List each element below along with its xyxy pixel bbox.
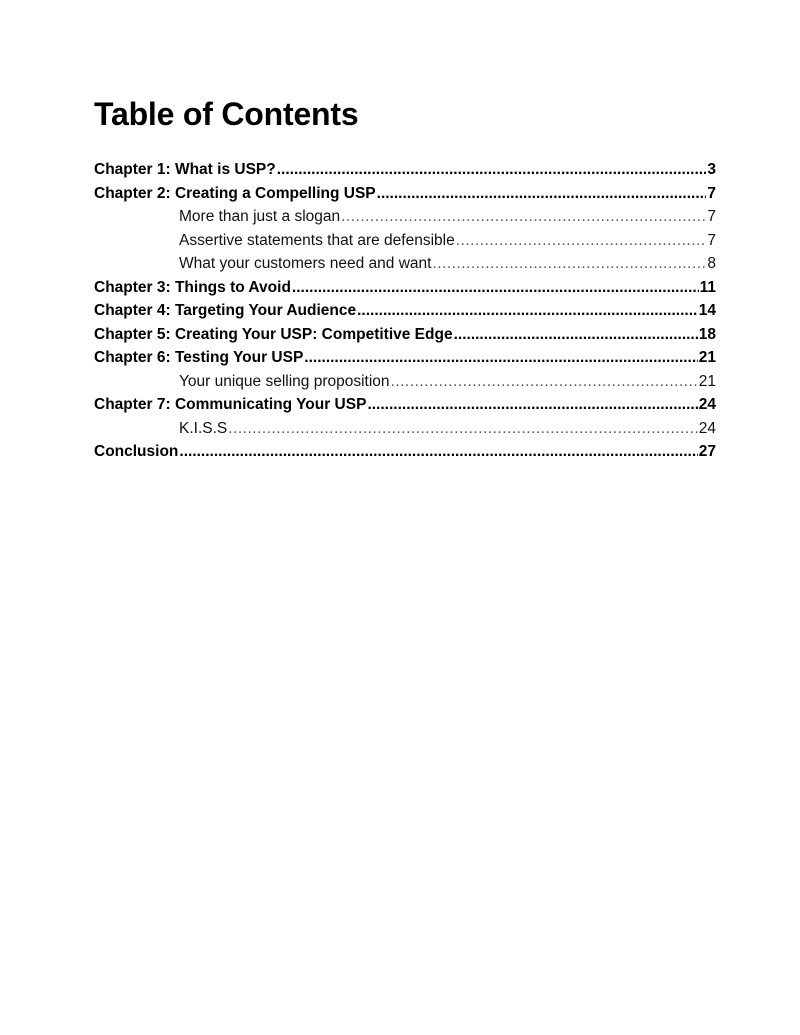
toc-entry-label: Chapter 5: Creating Your USP: Competitive Edge <box>94 325 453 343</box>
toc-entry-chapter-7[interactable] <box>94 393 716 417</box>
toc-subentry-customers-need[interactable] <box>94 252 716 276</box>
dot-leader <box>357 299 698 323</box>
toc-entry-page: 24 <box>698 419 716 437</box>
toc-entry-page: 18 <box>698 325 716 343</box>
document-page <box>94 94 716 464</box>
dot-leader <box>377 182 707 206</box>
toc-subentry-assertive-statements[interactable] <box>94 229 716 253</box>
dot-leader <box>391 370 698 394</box>
dot-leader <box>304 346 697 370</box>
toc-entry-page: 7 <box>707 184 716 202</box>
toc-entry-label: What your customers need and want <box>179 255 432 272</box>
page-title: Table of Contents <box>94 96 359 132</box>
toc-entry-conclusion[interactable] <box>94 440 716 464</box>
toc-entry-chapter-3[interactable] <box>94 276 716 300</box>
toc-list <box>94 158 716 464</box>
toc-entry-page: 21 <box>698 372 716 390</box>
dot-leader <box>228 417 698 441</box>
toc-entry-label: Chapter 1: What is USP? <box>94 161 276 178</box>
toc-entry-chapter-6[interactable] <box>94 346 716 370</box>
toc-entry-page: 11 <box>699 278 716 296</box>
toc-entry-chapter-4[interactable] <box>94 299 716 323</box>
dot-leader <box>454 323 698 347</box>
toc-entry-chapter-5[interactable] <box>94 323 716 347</box>
toc-entry-label: Chapter 2: Creating a Compelling USP <box>94 184 376 202</box>
dot-leader <box>367 393 697 417</box>
toc-entry-label: Conclusion <box>94 443 179 460</box>
toc-entry-label: Chapter 4: Targeting Your Audience <box>94 302 357 319</box>
toc-entry-page: 7 <box>707 208 716 225</box>
toc-entry-label: Chapter 6: Testing Your USP <box>94 349 304 366</box>
dot-leader <box>456 229 707 253</box>
toc-entry-chapter-2[interactable] <box>94 182 716 206</box>
toc-subentry-slogan[interactable] <box>94 205 716 229</box>
toc-entry-label: Assertive statements that are defensible <box>179 231 455 249</box>
dot-leader <box>179 440 697 464</box>
toc-entry-chapter-1[interactable] <box>94 158 716 182</box>
toc-entry-label: Chapter 3: Things to Avoid <box>94 278 291 296</box>
toc-entry-label: Chapter 7: Communicating Your USP <box>94 396 367 413</box>
toc-entry-page: 3 <box>707 161 716 178</box>
toc-entry-label: K.I.S.S <box>179 419 228 437</box>
dot-leader <box>341 205 706 229</box>
dot-leader <box>432 252 706 276</box>
toc-entry-page: 27 <box>698 443 716 460</box>
dot-leader <box>292 276 699 300</box>
toc-entry-page: 8 <box>707 255 716 272</box>
toc-entry-page: 14 <box>698 302 716 319</box>
toc-entry-label: Your unique selling proposition <box>179 372 390 390</box>
toc-subentry-kiss[interactable] <box>94 417 716 441</box>
toc-subentry-usp[interactable] <box>94 370 716 394</box>
dot-leader <box>277 158 707 182</box>
toc-entry-page: 21 <box>698 349 716 366</box>
toc-entry-label: More than just a slogan <box>179 208 341 225</box>
toc-entry-page: 7 <box>707 231 716 249</box>
toc-entry-page: 24 <box>698 396 716 413</box>
